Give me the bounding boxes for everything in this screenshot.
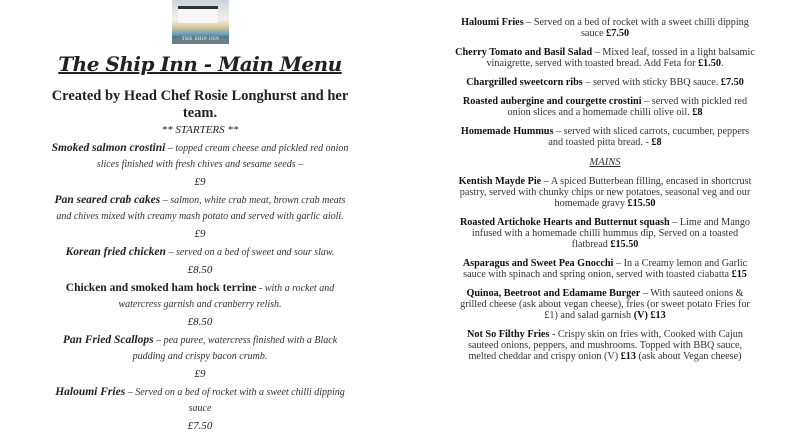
- item-name: Chicken and smoked ham hock terrine: [65, 282, 257, 294]
- item-price: £9: [194, 228, 206, 240]
- menu-item: [455, 17, 755, 39]
- mains-heading: MAINS: [589, 157, 621, 168]
- item-name: Roasted Artichoke Hearts and Butternut squash: [459, 217, 670, 228]
- item-description: – A spiced Butterbean filling, encased in shortcrust pastry, served with chunky chips or new potatoes, seasonal veg and our homemade gravy: [459, 176, 752, 209]
- item-name: Asparagus and Sweet Pea Gnocchi: [462, 258, 614, 269]
- starters-heading: ** STARTERS **: [161, 124, 239, 136]
- item-name: Pan seared crab cakes: [54, 194, 161, 206]
- item-description: - with a rocket and watercress garnish and cranberry relish.: [118, 283, 335, 310]
- item-name: Smoked salmon crostini: [51, 142, 166, 154]
- item-note: .: [720, 58, 724, 69]
- menu-item: [50, 244, 350, 261]
- item-name: Korean fried chicken: [65, 246, 166, 258]
- item-name: Not So Filthy Fries: [467, 329, 550, 340]
- item-description: – served with sticky BBQ sauce.: [582, 77, 721, 88]
- item-price: £15.50: [610, 239, 639, 250]
- item-price: £1.50: [698, 58, 721, 69]
- left-column: [50, 52, 350, 436]
- menu-item: [455, 176, 755, 209]
- item-price: £15.50: [627, 198, 656, 209]
- subtitle: Created by Head Chef Rosie Longhurst and her team.: [51, 88, 349, 121]
- menu-item: [50, 192, 350, 225]
- item-note: (ask about Vegan cheese): [635, 351, 742, 362]
- item-name: Cherry Tomato and Basil Salad: [455, 47, 593, 58]
- item-description: – served on a bed of sweet and sour slaw.: [165, 247, 335, 258]
- item-price: £7.50: [187, 420, 213, 432]
- item-name: Kentish Mayde Pie: [458, 176, 542, 187]
- item-price: £8.50: [187, 316, 213, 328]
- right-column: [455, 17, 755, 370]
- item-price: £8: [651, 137, 662, 148]
- item-description: – Served on a bed of rocket with a sweet chilli dipping sauce: [523, 17, 749, 39]
- item-description: – topped cream cheese and pickled red onion slices finished with fresh chives and sesame seeds –: [96, 143, 349, 170]
- item-price: £15: [731, 269, 747, 280]
- item-name: Homemade Hummus: [460, 126, 554, 137]
- menu-item: [50, 384, 350, 417]
- menu-item: [455, 126, 755, 148]
- menu-item: [455, 258, 755, 280]
- item-name: Chargrilled sweetcorn ribs: [466, 77, 583, 88]
- item-price: £9: [194, 368, 206, 380]
- item-price: £8: [692, 107, 703, 118]
- page-title: The Ship Inn - Main Menu: [58, 52, 342, 76]
- item-price: £13: [620, 351, 636, 362]
- item-description: – Served on a bed of rocket with a sweet chilli dipping sauce: [125, 387, 345, 414]
- item-description: - Crispy skin on fries with, Cooked with Cajun sauteed onions, peppers, and mushrooms. Topped with BBQ sauce, melted cheddar and crispy onion (V): [467, 329, 743, 362]
- item-description: – served with sliced carrots, cucumber, peppers and toasted pitta bread. -: [548, 126, 750, 148]
- menu-item: [50, 280, 350, 313]
- item-description: – Mixed leaf, tossed in a light balsamic vinaigrette, served with toasted bread. Add Feta for: [486, 47, 755, 69]
- menu-item: [455, 47, 755, 69]
- item-description: – Lime and Mango infused with a homemade chilli hummus dip, Served on a toasted flatbread: [471, 217, 751, 250]
- menu-item: [50, 332, 350, 365]
- item-description: – In a Creamy lemon and Garlic sauce with spinach and spring onion, served with toasted ciabatta: [463, 258, 748, 280]
- item-name: Quinoa, Beetroot and Edamame Burger: [466, 288, 641, 299]
- menu-item: [455, 217, 755, 250]
- menu-item: [455, 96, 755, 118]
- item-description: – salmon, white crab meat, brown crab meats and chives mixed with creamy mash potato and served with garlic aioli.: [56, 195, 346, 222]
- logo-text: THE SHIP INN: [181, 37, 220, 42]
- item-price: (V) £13: [633, 310, 666, 321]
- item-name: Pan Fried Scallops: [62, 334, 154, 346]
- item-name: Roasted aubergine and courgette crostini: [462, 96, 642, 107]
- item-name: Haloumi Fries: [55, 386, 126, 398]
- item-description: – pea puree, watercress finished with a Black pudding and crispy bacon crumb.: [132, 335, 338, 362]
- menu-item: [455, 288, 755, 321]
- menu-item: [455, 329, 755, 362]
- item-description: – served with pickled red onion slices and a homemade chilli olive oil.: [507, 96, 748, 118]
- item-price: £7.50: [606, 28, 630, 39]
- menu-item: [50, 140, 350, 173]
- item-price: £8.50: [187, 264, 213, 276]
- menu-item: [455, 77, 755, 88]
- item-name: Haloumi Fries: [461, 17, 524, 28]
- ship-inn-logo: [172, 0, 229, 44]
- item-price: £7.50: [720, 77, 744, 88]
- item-description: – With sauteed onions & grilled cheese (ask about vegan cheese), fries (or sweet potato Fries for £1) and salad garnish: [460, 288, 750, 321]
- item-price: £9: [194, 176, 206, 188]
